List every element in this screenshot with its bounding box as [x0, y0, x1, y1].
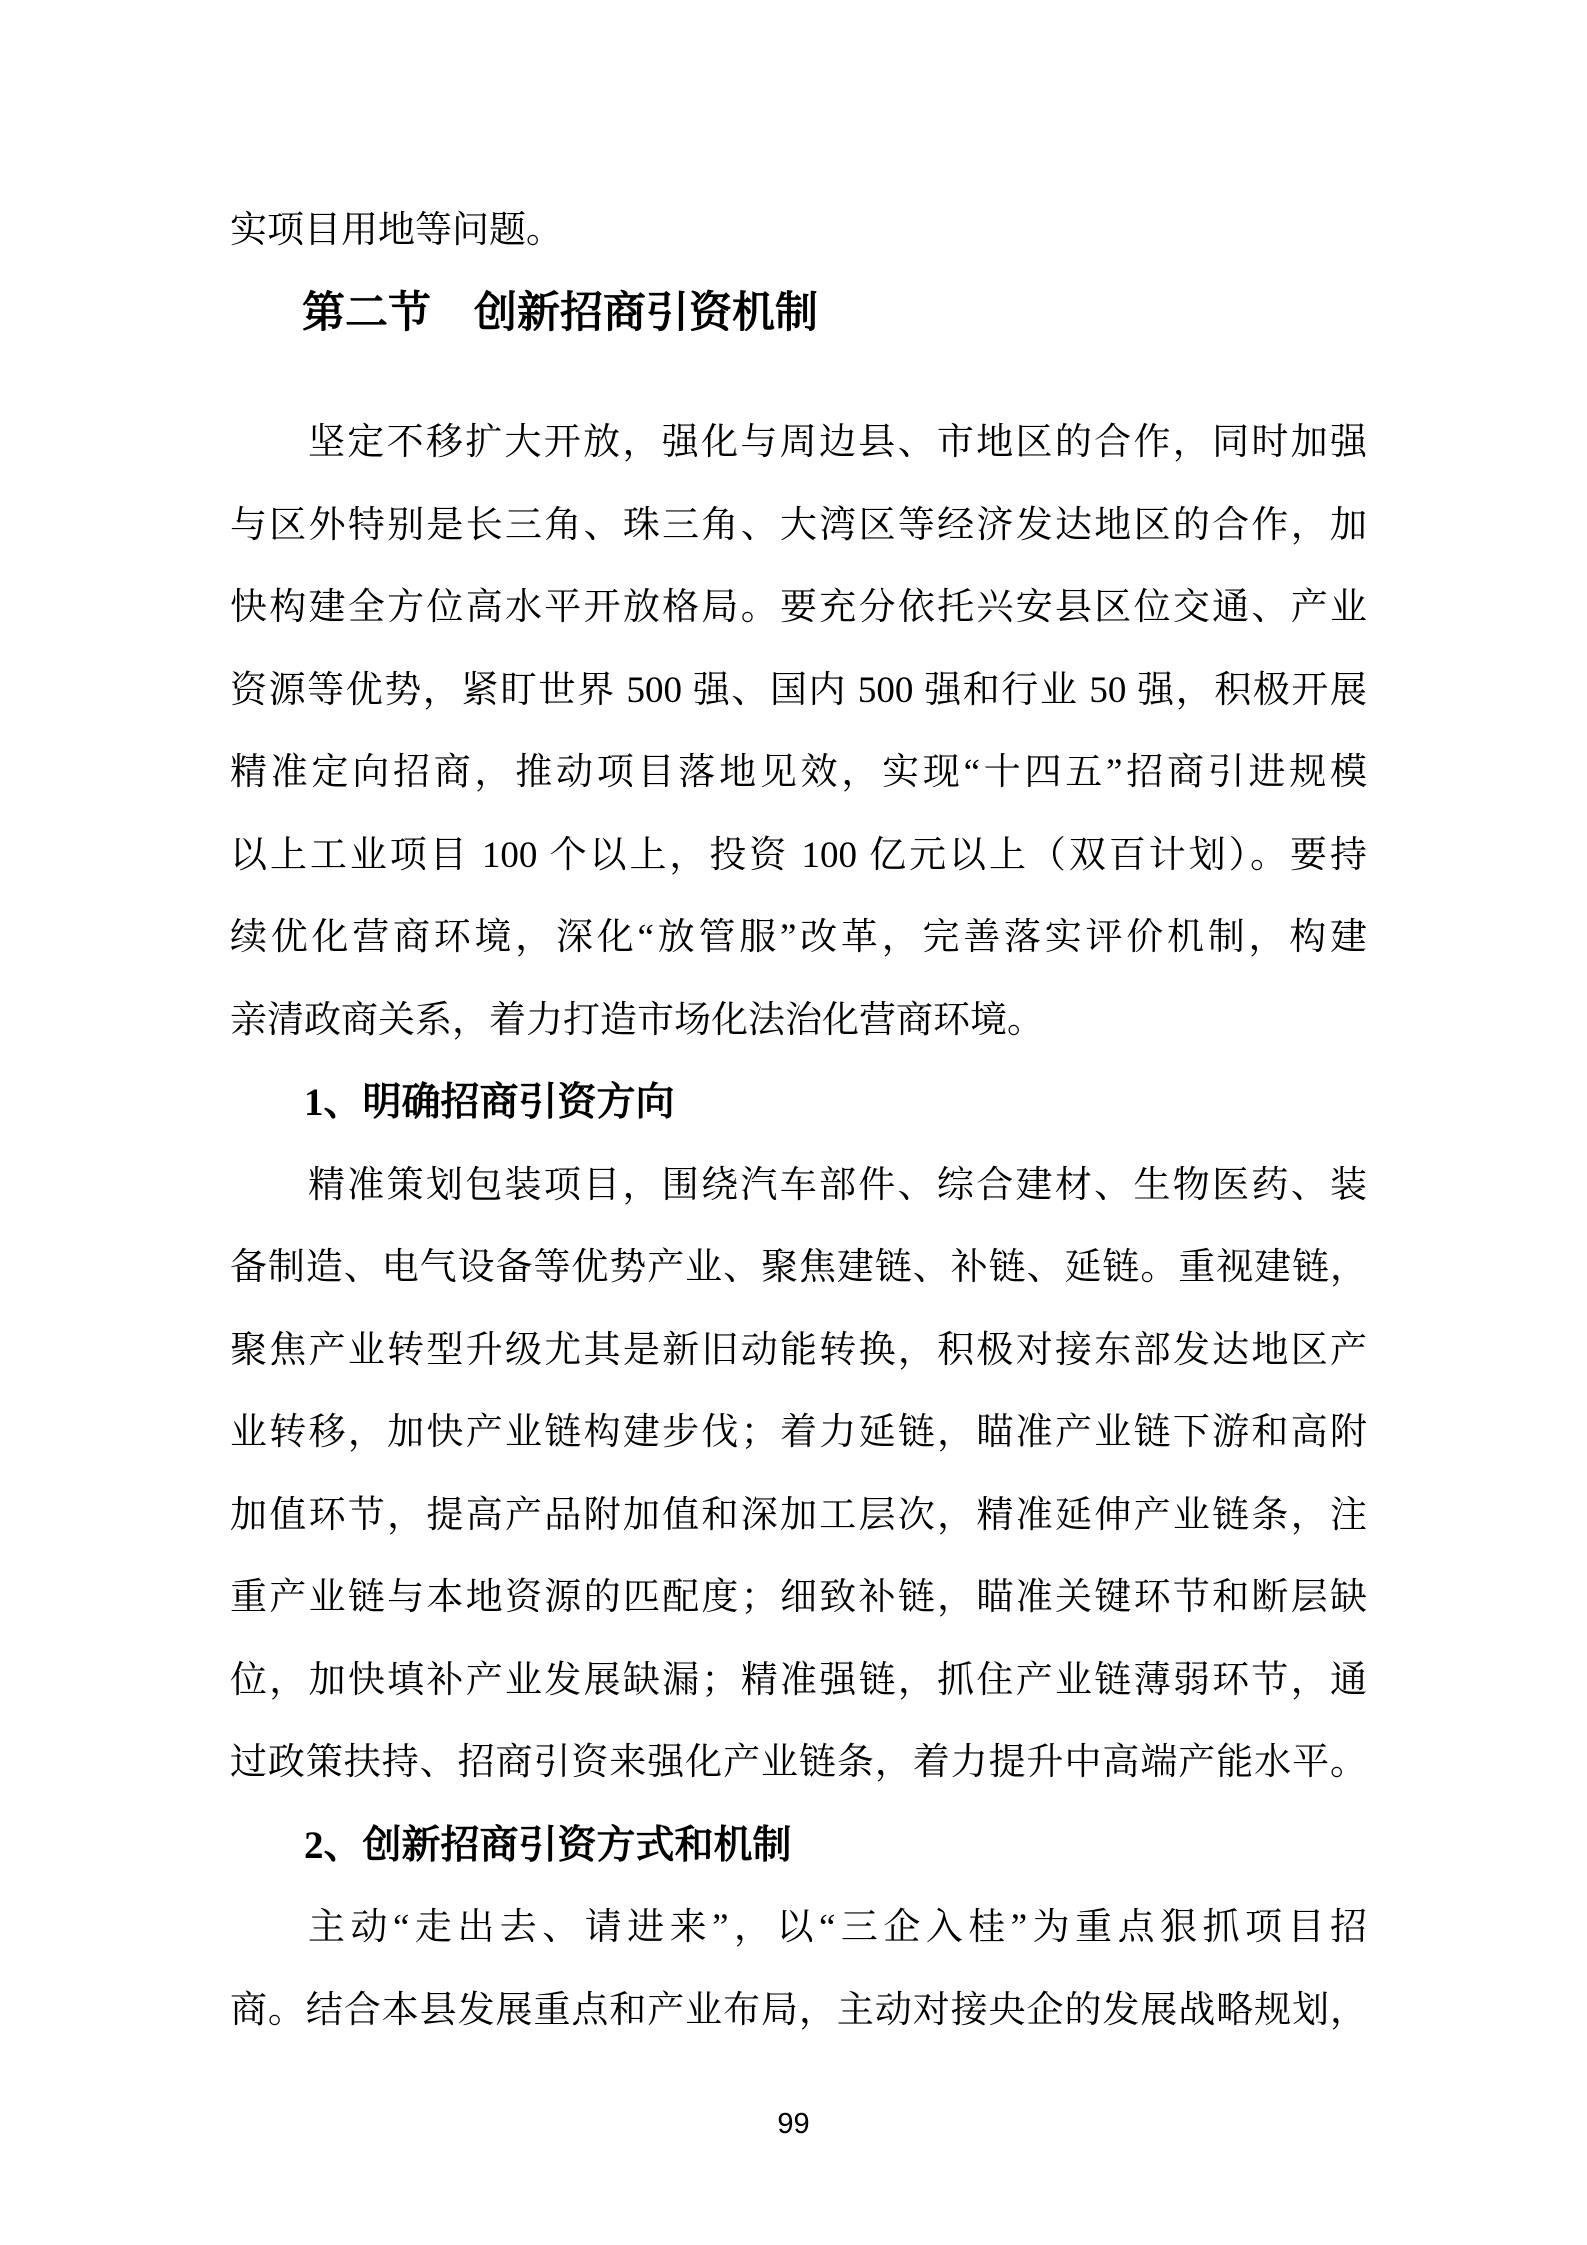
paragraph-line: 续优化营商环境，深化“放管服”改革，完善落实评价机制，构建: [230, 917, 1367, 958]
paragraph-line: 以上工业项目 100 个以上，投资 100 亿元以上（双百计划）。要持: [230, 834, 1367, 876]
paragraph-line: 精准定向招商，推动项目落地见效，实现“十四五”招商引进规模: [230, 752, 1367, 793]
paragraph-line: 主动“走出去、请进来”，以“三企入桂”为重点狠抓项目招: [308, 1907, 1367, 1948]
page-number: 99: [777, 2108, 810, 2140]
paragraph-line: 备制造、电气设备等优势产业、聚焦建链、补链、延链。重视建链，: [230, 1247, 1367, 1288]
paragraph-line: 坚定不移扩大开放，强化与周边县、市地区的合作，同时加强: [308, 422, 1367, 463]
paragraph-line: 位，加快填补产业发展缺漏；精准强链，抓住产业链薄弱环节，通: [230, 1659, 1367, 1701]
paragraph-line: 重产业链与本地资源的匹配度；细致补链，瞄准关键环节和断层缺: [230, 1577, 1367, 1618]
subsection-heading: 2、创新招商引资方式和机制: [304, 1823, 792, 1867]
paragraph-line: 业转移，加快产业链构建步伐；着力延链，瞄准产业链下游和高附: [230, 1412, 1367, 1453]
paragraph-line: 精准策划包装项目，围绕汽车部件、综合建材、生物医药、装: [308, 1164, 1367, 1206]
document-body: [230, 190, 1367, 2052]
paragraph-line: 商。结合本县发展重点和产业布局，主动对接央企的发展战略规划，: [230, 1989, 1367, 2031]
subsection-heading: 1、明确招商引资方向: [304, 1081, 675, 1124]
paragraph-line: 快构建全方位高水平开放格局。要充分依托兴安县区位交通、产业: [230, 587, 1367, 628]
paragraph-line: 聚焦产业转型升级尤其是新旧动能转换，积极对接东部发达地区产: [230, 1329, 1367, 1371]
paragraph-line: 加值环节，提高产品附加值和深加工层次，精准延伸产业链条，注: [230, 1494, 1367, 1536]
section-heading: 第二节 创新招商引资机制: [302, 289, 818, 337]
paragraph-line: 过政策扶持、招商引资来强化产业链条，着力提升中高端产能水平。: [230, 1742, 1367, 1783]
paragraph-line: 实项目用地等问题。: [230, 210, 563, 251]
paragraph-line: 与区外特别是长三角、珠三角、大湾区等经济发达地区的合作，加: [230, 504, 1367, 546]
paragraph-line: 资源等优势，紧盯世界 500 强、国内 500 强和行业 50 强，积极开展: [230, 669, 1367, 711]
paragraph-line: 亲清政商关系，着力打造市场化法治化营商环境。: [230, 999, 1044, 1041]
